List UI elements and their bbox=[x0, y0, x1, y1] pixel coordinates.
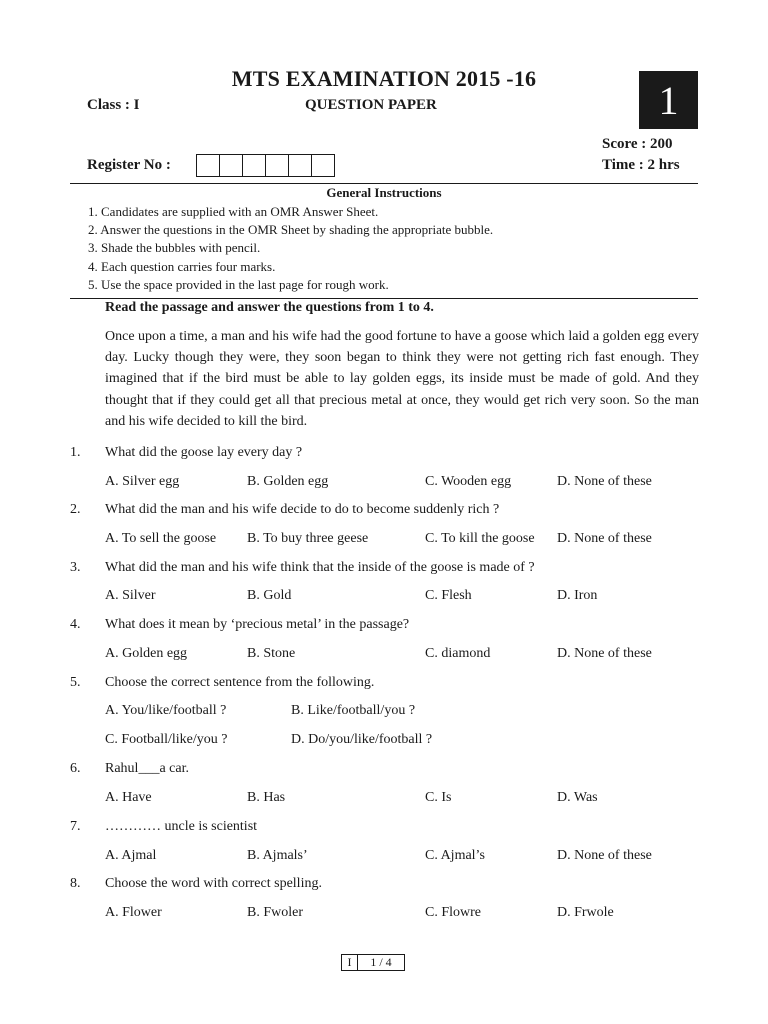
instruction-item: 2. Answer the questions in the OMR Sheet by shading the appropriate bubble. bbox=[88, 222, 494, 238]
question-text: What did the man and his wife decide to do to become suddenly rich ? bbox=[105, 502, 500, 517]
instruction-item: 4. Each question carries four marks. bbox=[88, 258, 276, 274]
question-text: What does it mean by ‘precious metal’ in the passage? bbox=[105, 617, 410, 632]
question-text: Choose the correct sentence from the following. bbox=[105, 675, 375, 690]
answer-option: A. Silver bbox=[105, 588, 156, 603]
answer-option: D. Frwole bbox=[557, 905, 614, 920]
answer-option: A. Silver egg bbox=[105, 474, 180, 489]
answer-option: C. Flesh bbox=[425, 588, 472, 603]
answer-option: D. None of these bbox=[557, 531, 652, 546]
answer-option: B. To buy three geese bbox=[247, 531, 369, 546]
answer-option: B. Has bbox=[247, 790, 286, 805]
instructions-title: General Instructions bbox=[326, 185, 442, 200]
answer-option: A. Golden egg bbox=[105, 646, 188, 661]
instruction-item: 3. Shade the bubbles with pencil. bbox=[88, 240, 261, 256]
question-number: 6. bbox=[70, 761, 81, 776]
register-digit-box bbox=[196, 154, 220, 177]
question-number: 5. bbox=[70, 675, 81, 690]
divider bbox=[70, 298, 698, 299]
answer-option: B. Gold bbox=[247, 588, 292, 603]
question-number: 1. bbox=[70, 445, 81, 460]
answer-option: D. None of these bbox=[557, 646, 652, 661]
answer-option: A. Have bbox=[105, 790, 152, 805]
answer-option: D. None of these bbox=[557, 474, 652, 489]
time-label: Time : 2 hrs bbox=[602, 157, 680, 173]
register-digit-box bbox=[311, 154, 335, 177]
answer-option: D. None of these bbox=[557, 848, 652, 863]
question-number: 2. bbox=[70, 502, 81, 517]
question-text: ………… uncle is scientist bbox=[105, 819, 258, 834]
class-label: Class : I bbox=[87, 97, 140, 113]
question-text: Choose the word with correct spelling. bbox=[105, 876, 322, 891]
answer-option: B. Fwoler bbox=[247, 905, 303, 920]
answer-option: B. Stone bbox=[247, 646, 296, 661]
question-number: 7. bbox=[70, 819, 81, 834]
register-digit-box bbox=[288, 154, 312, 177]
answer-option: A. Flower bbox=[105, 905, 162, 920]
answer-option: C. Ajmal’s bbox=[425, 848, 485, 863]
question-number: 3. bbox=[70, 560, 81, 575]
question-text: Rahul___a car. bbox=[105, 761, 189, 776]
instructions-list bbox=[88, 203, 493, 294]
answer-option: A. To sell the goose bbox=[105, 531, 217, 546]
register-digit-box bbox=[265, 154, 289, 177]
answer-option: B. Golden egg bbox=[247, 474, 329, 489]
question-text: What did the man and his wife think that the inside of the goose is made of ? bbox=[105, 560, 535, 575]
answer-option: C. diamond bbox=[425, 646, 491, 661]
question-number: 8. bbox=[70, 876, 81, 891]
paper-subtitle: QUESTION PAPER bbox=[305, 97, 437, 113]
divider bbox=[70, 183, 698, 184]
score-label: Score : 200 bbox=[602, 136, 673, 152]
instruction-item: 1. Candidates are supplied with an OMR Answer Sheet. bbox=[88, 204, 379, 219]
answer-option: C. Football/like/you ? bbox=[105, 732, 228, 747]
answer-option: B. Ajmals’ bbox=[247, 848, 308, 863]
exam-title: MTS EXAMINATION 2015 -16 bbox=[231, 66, 537, 91]
footer-page-number: 1 / 4 bbox=[370, 955, 392, 969]
answer-option: A. Ajmal bbox=[105, 848, 157, 863]
page-footer bbox=[341, 954, 405, 971]
instruction-item: 5. Use the space provided in the last page for rough work. bbox=[88, 276, 389, 292]
answer-option: C. Flowre bbox=[425, 905, 481, 920]
answer-option: C. Wooden egg bbox=[425, 474, 512, 489]
register-digit-box bbox=[242, 154, 266, 177]
register-label: Register No : bbox=[87, 157, 171, 173]
question-text: What did the goose lay every day ? bbox=[105, 445, 303, 460]
register-digit-box bbox=[219, 154, 243, 177]
answer-option: D. Iron bbox=[557, 588, 598, 603]
set-number-badge: 1 bbox=[639, 71, 698, 129]
answer-option: D. Was bbox=[557, 790, 598, 805]
passage-heading: Read the passage and answer the questions from 1 to 4. bbox=[105, 300, 434, 315]
answer-option: C. To kill the goose bbox=[425, 531, 535, 546]
question-number: 4. bbox=[70, 617, 81, 632]
answer-option: A. You/like/football ? bbox=[105, 703, 227, 718]
footer-class: I bbox=[342, 955, 358, 970]
answer-option: D. Do/you/like/football ? bbox=[291, 732, 433, 747]
answer-option: C. Is bbox=[425, 790, 452, 805]
passage-text: Once upon a time, a man and his wife had the good fortune to have a goose which laid a golden egg every day. Lucky though they were, they soon began to think they were not getting rich fast enough. They imagined that if the bird must be able to lay golden eggs, its inside must be made of gold. And they thought that if they could get all that precious metal at once, they would get rich very soon. So the man and his wife decided to kill the bird. bbox=[105, 329, 699, 429]
register-number-boxes bbox=[196, 154, 334, 177]
answer-option: B. Like/football/you ? bbox=[291, 703, 416, 718]
